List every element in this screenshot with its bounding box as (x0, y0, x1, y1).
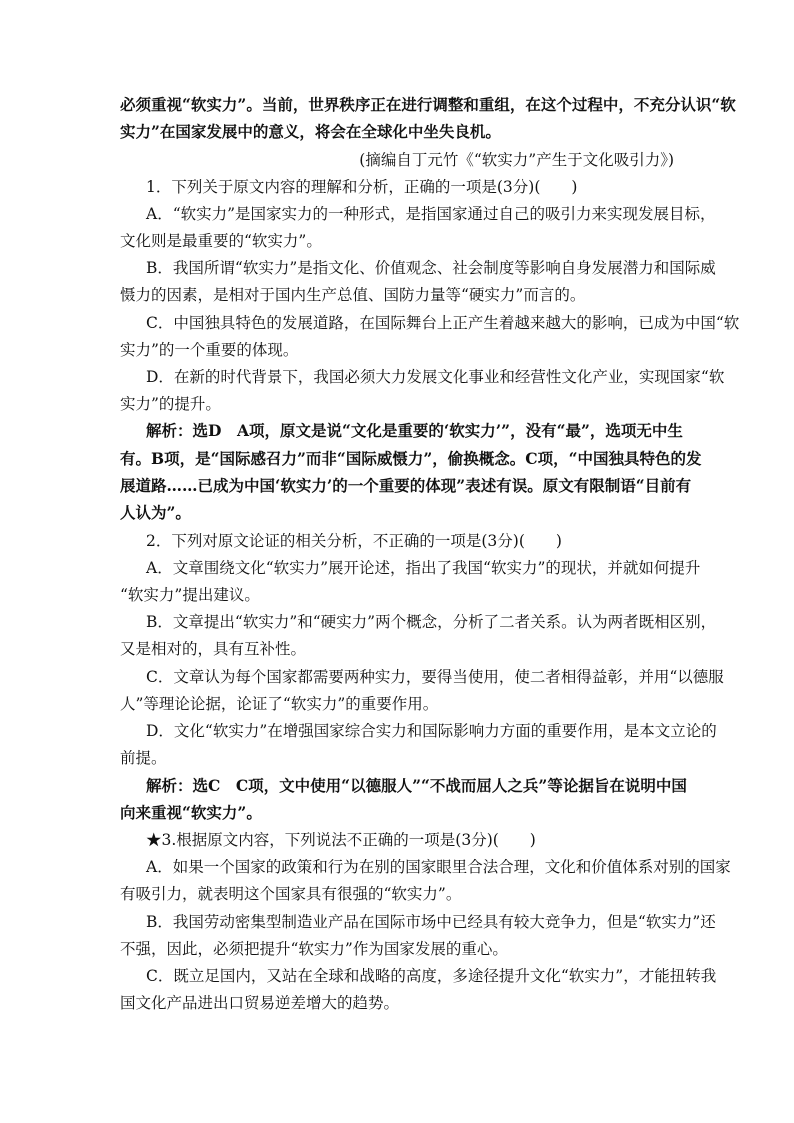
q3-option-c-1: C．既立足国内，又站在全球和战略的高度，多途径提升文化“软实力”，才能扭转我 (146, 967, 717, 985)
q1-option-b-2: 慑力的因素，是相对于国内生产总值、国防力量等“硬实力”而言的。 (120, 286, 586, 304)
q1-option-b-1: B．我国所谓“软实力”是指文化、价值观念、社会制度等影响自身发展潜力和国际威 (146, 259, 716, 277)
q1-option-c-2: 实力”的一个重要的体现。 (120, 341, 299, 359)
q2-option-a-1: A．文章围绕文化“软实力”展开论述，指出了我国“软实力”的现状，并就如何提升 (146, 559, 701, 577)
q1-option-a-2: 文化则是最重要的“软实力”。 (120, 232, 322, 250)
q1-analysis-4: 人认为”。 (120, 503, 191, 522)
q1-analysis-2: 有。B项，是“国际感召力”而非“国际威慑力”，偷换概念。C项，“中国独具特色的发 (120, 449, 702, 468)
q3-option-a-2: 有吸引力，就表明这个国家具有很强的“软实力”。 (120, 885, 462, 903)
q3-option-c-2: 国文化产品进出口贸易逆差增大的趋势。 (120, 994, 400, 1012)
q2-option-c-1: C．文章认为每个国家都需要两种实力，要得当使用，使二者相得益彰，并用“以德服 (146, 668, 724, 686)
q3-option-b-2: 不强，因此，必须把提升“软实力”作为国家发展的重心。 (120, 940, 508, 958)
q2-analysis-1: 解析：选C C项，文中使用“以德服人”“不战而屈人之兵”等论据旨在说明中国 (146, 776, 687, 795)
q3-option-b-1: B．我国劳动密集型制造业产品在国际市场中已经具有较大竞争力，但是“软实力”还 (146, 913, 716, 931)
q2-analysis-2: 向来重视“软实力”。 (120, 803, 262, 822)
q2-option-d-2: 前提。 (120, 749, 167, 767)
q1-option-d-2: 实力”的提升。 (120, 395, 221, 413)
intro-line-1: 必须重视“软实力”。当前，世界秩序正在进行调整和重组，在这个过程中，不充分认识“软 (120, 95, 736, 114)
source-citation: (摘编自丁元竹《“软实力”产生于文化吸引力》) (359, 151, 674, 169)
q2-option-d-1: D．文化“软实力”在增强国家综合实力和国际影响力方面的重要作用，是本文立论的 (146, 722, 717, 740)
q1-option-a-1: A．“软实力”是国家实力的一种形式，是指国家通过自己的吸引力来实现发展目标， (146, 205, 716, 223)
q2-option-b-2: 又是相对的，具有互补性。 (120, 640, 307, 658)
q3-stem: ★3.根据原文内容，下列说法不正确的一项是(3分)( ) (146, 831, 536, 849)
q1-option-c-1: C．中国独具特色的发展道路，在国际舞台上正产生着越来越大的影响，已成为中国“软 (146, 314, 740, 332)
q2-option-c-2: 人”等理论论据，论证了“软实力”的重要作用。 (120, 695, 439, 713)
intro-line-2: 实力”在国家发展中的意义，将会在全球化中坐失良机。 (120, 122, 501, 141)
q1-stem: 1．下列关于原文内容的理解和分析，正确的一项是(3分)( ) (146, 178, 578, 196)
q2-stem: 2．下列对原文论证的相关分析，不正确的一项是(3分)( ) (146, 532, 562, 550)
q1-analysis-1: 解析：选D A项，原文是说“文化是重要的‘软实力’”，没有“最”，选项无中生 (146, 421, 683, 440)
q1-analysis-3: 展道路……已成为中国‘软实力’的一个重要的体现”表述有误。原文有限制语“目前有 (120, 476, 692, 495)
q2-option-b-1: B．文章提出“软实力”和“硬实力”两个概念，分析了二者关系。认为两者既相区别， (146, 613, 717, 631)
q1-option-d-1: D．在新的时代背景下，我国必须大力发展文化事业和经营性文化产业，实现国家“软 (146, 368, 725, 386)
q2-option-a-2: “软实力”提出建议。 (120, 586, 260, 604)
q3-option-a-1: A．如果一个国家的政策和行为在别的国家眼里合法合理，文化和价值体系对别的国家 (146, 858, 731, 876)
